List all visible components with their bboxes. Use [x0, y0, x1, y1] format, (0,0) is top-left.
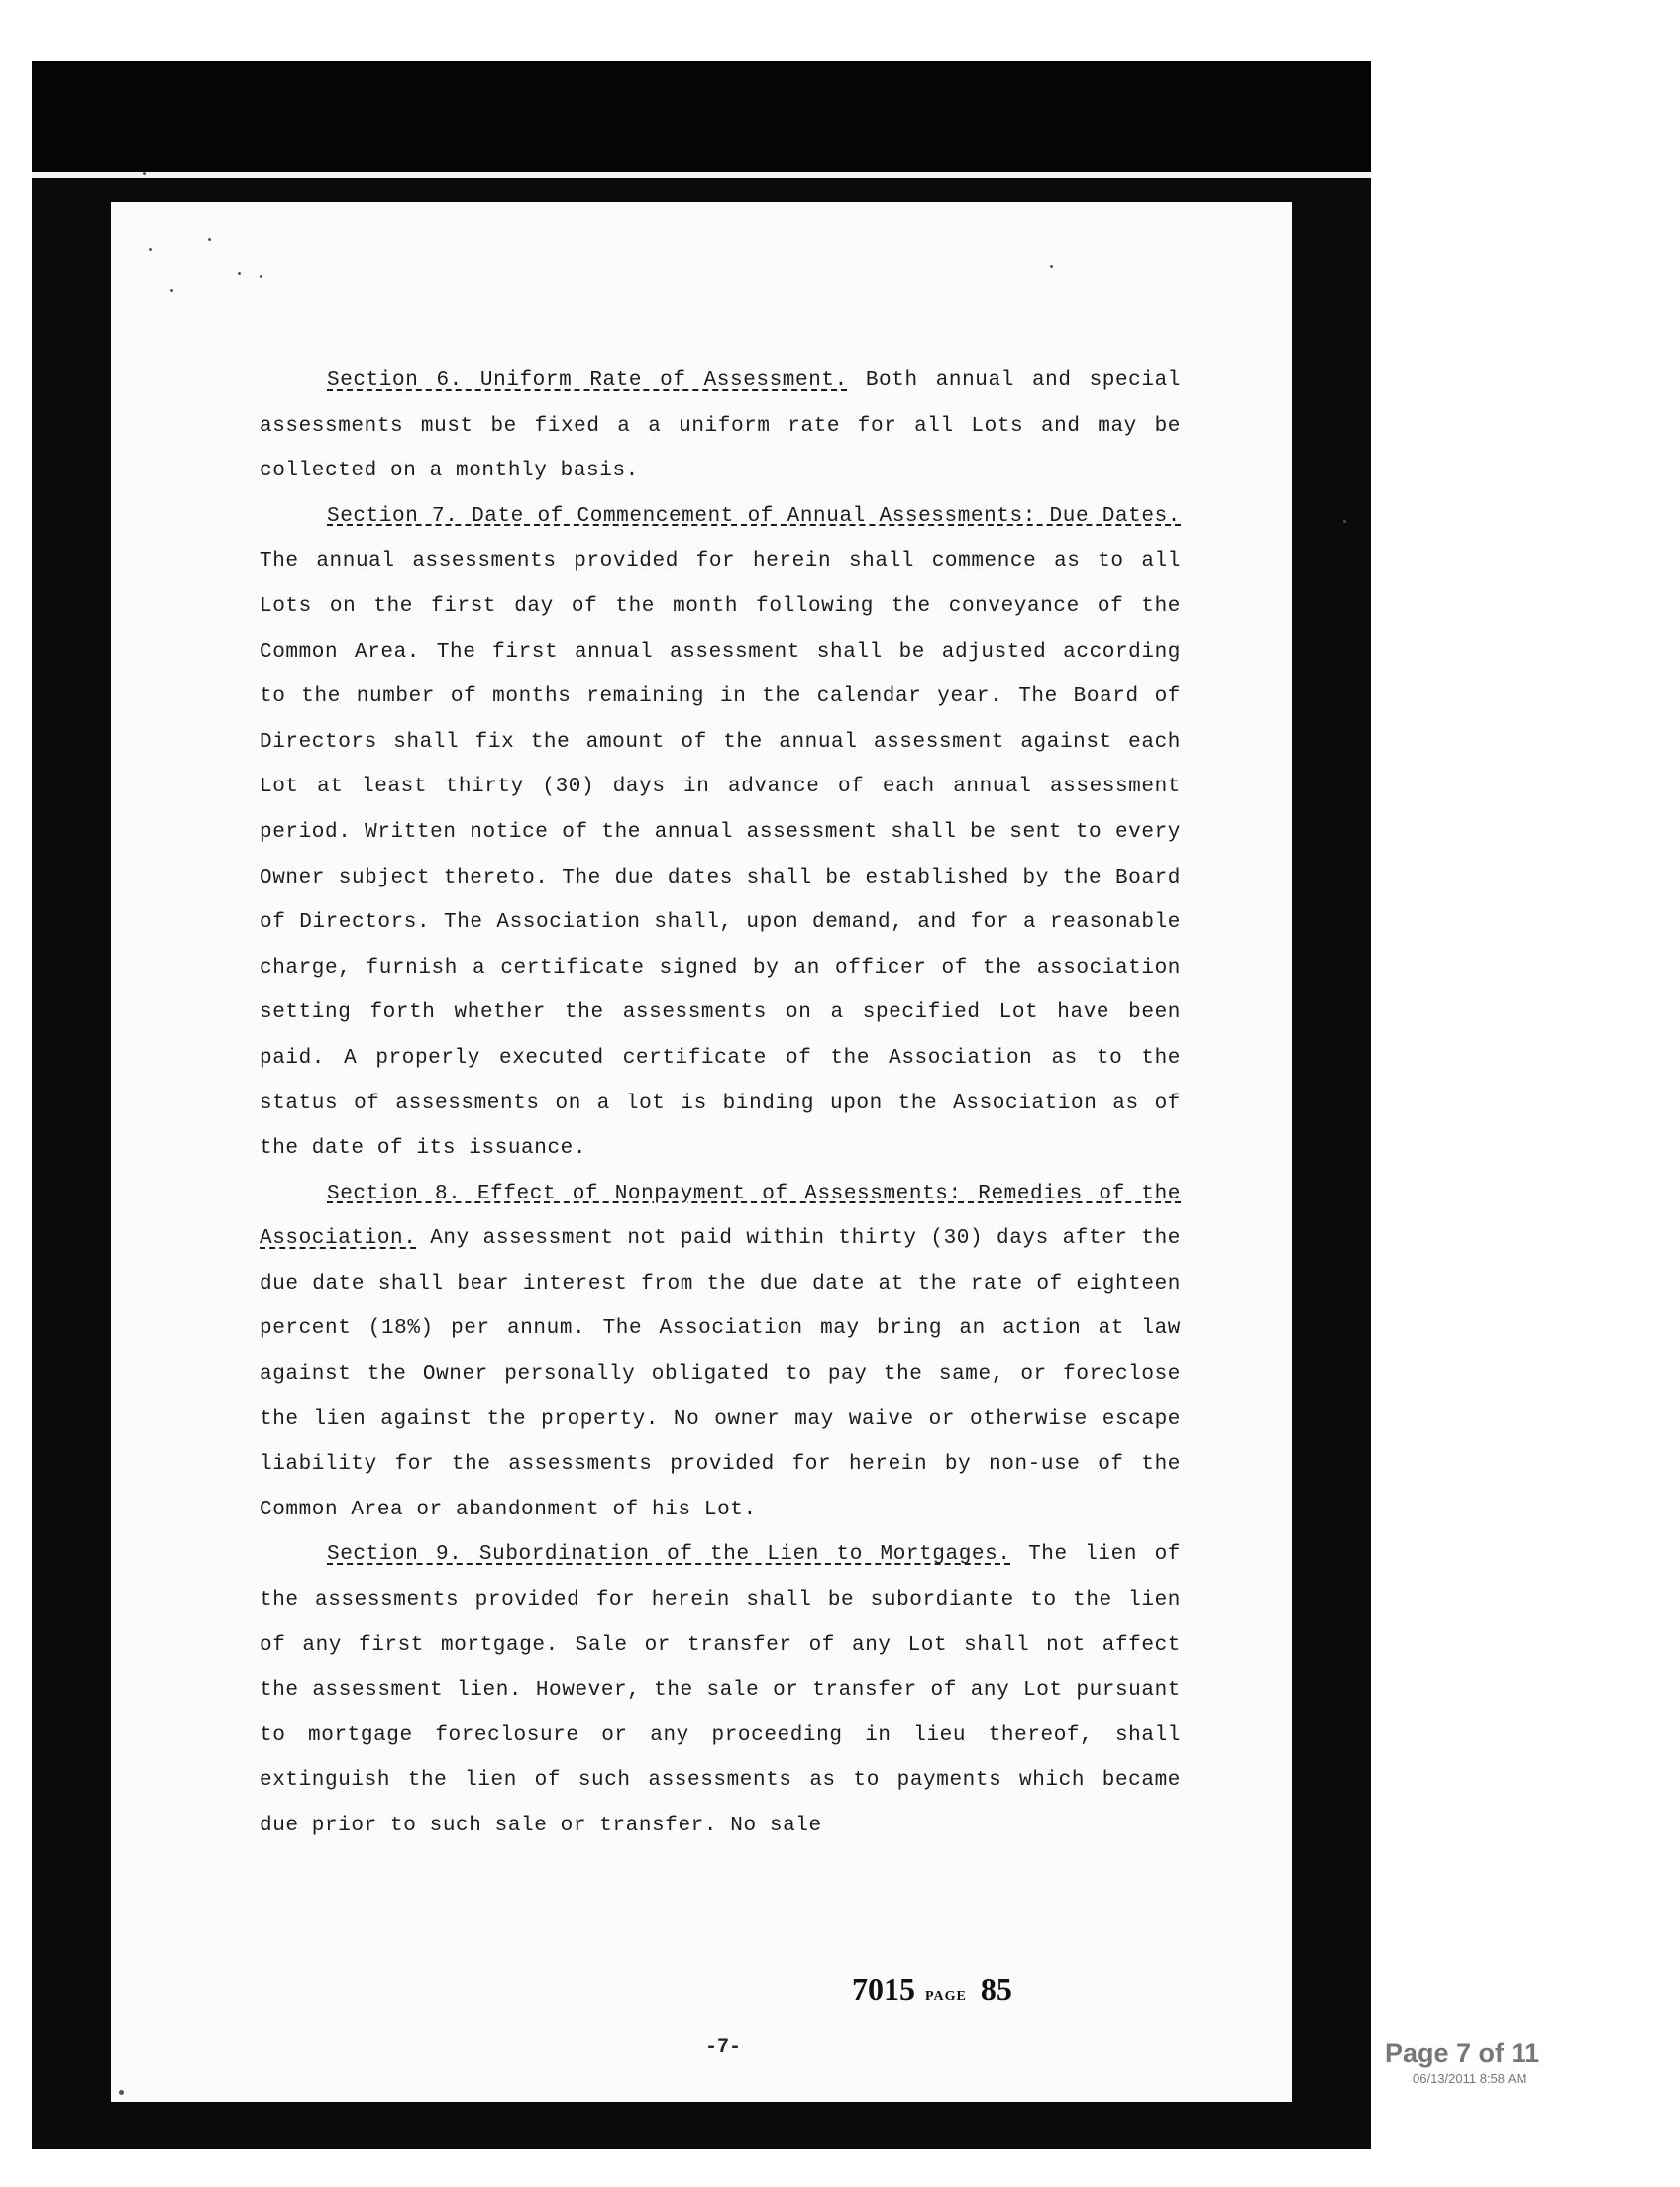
paragraph-section-7 [260, 494, 1181, 1172]
scan-speck [260, 275, 262, 278]
book-page-number: 85 [980, 1971, 1012, 2007]
scan-speck [143, 172, 146, 175]
section-text: The annual assessments provided for herein shall commence as to all Lots on the first day of the month following the conveyance of the Common Area. The first annual assessment shall be adjusted according to the number of months remaining in the calendar year. The Board of Directors shall fix the amount of the annual assessment against each Lot at least thirty (30) days in advance of each annual assessment period. Written notice of the annual assessment shall be sent to every Owner subject thereto. The due dates shall be established by the Board of Directors. The Association shall, upon demand, and for a reasonable charge, furnish a certificate signed by an officer of the association setting forth whether the assessments on a specified Lot have been paid. A properly executed certificate of the Association as to the status of assessments on a lot is binding upon the Association as of the date of its issuance. [260, 550, 1181, 1161]
scan-speck [149, 248, 152, 251]
paragraph-section-8 [260, 1172, 1181, 1533]
section-heading: Section 6. Uniform Rate of Assessment. [327, 369, 848, 392]
section-heading: Section 9. Subordination of the Lien to Mortgages. [327, 1543, 1011, 1567]
section-text: Both annual and special assessments must be fixed a a uniform rate for all Lots and may be collected on a monthly basis. [260, 369, 1181, 483]
section-text: The lien of the assessments provided for herein shall be subordiante to the lien of any first mortgage. Sale or transfer of any Lot shall not affect the assessment lien. However, the sale or transfer of any Lot pursuant to mortgage foreclosure or any proceeding in lieu thereof, shall extinguish the lien of such assessments as to payments which became due prior to such sale or transfer. No sale [260, 1543, 1181, 1837]
scan-speck [208, 238, 211, 241]
page-label: PAGE [925, 1989, 967, 2004]
scan-speck [238, 272, 241, 275]
stamp-page-count: Page 7 of 11 [1385, 2038, 1540, 2068]
page-number: -7- [704, 2036, 741, 2059]
scan-speck [119, 2090, 124, 2095]
scan-speck [170, 289, 173, 292]
page-stamp [1377, 2038, 1674, 2086]
paragraph-section-9 [260, 1532, 1181, 1848]
book-number: 7015 [852, 1971, 915, 2007]
section-heading: Section 8. Effect of Nonpayment of Assessments: Remedies of the Association. [260, 1182, 1181, 1251]
document-body [260, 359, 1181, 1849]
scan-speck [1050, 265, 1053, 268]
scan-edge-line [32, 172, 1371, 178]
section-heading: Section 7. Date of Commencement of Annual Assessments: Due Dates. [327, 504, 1181, 528]
stamp-datetime: 06/13/2011 8:58 AM [1413, 2071, 1527, 2086]
scan-top-band [32, 61, 1371, 172]
book-page-reference [852, 1971, 1012, 2008]
paragraph-section-6 [260, 359, 1181, 494]
section-text: Any assessment not paid within thirty (30) days after the due date shall bear interest from the due date at the rate of eighteen percent (18%) per annum. The Association may bring an action at law against the Owner personally obligated to pay the same, or foreclose the lien against the property. No owner may waive or otherwise escape liability for the assessments provided for herein by non-use of the Common Area or abandonment of his Lot. [260, 1227, 1181, 1521]
scan-speck [1343, 520, 1346, 523]
